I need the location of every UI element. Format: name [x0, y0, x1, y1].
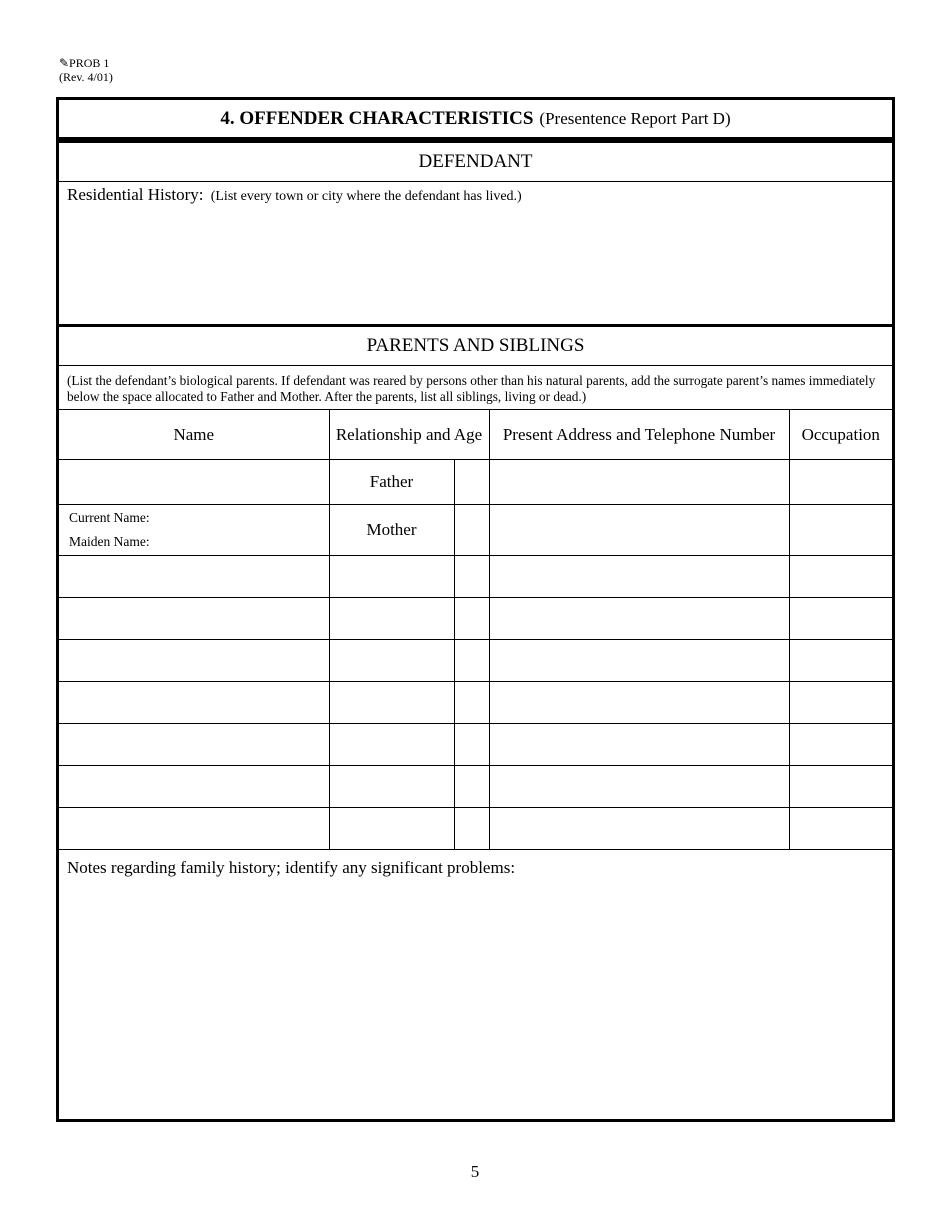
section-title [59, 100, 892, 143]
sibling-occupation-cell[interactable] [789, 682, 892, 724]
sibling-address-cell[interactable] [489, 808, 789, 850]
father-relationship-label: Father [329, 460, 454, 505]
section-title-text: OFFENDER CHARACTERISTICS [239, 107, 534, 129]
mother-name-cell[interactable] [59, 505, 329, 556]
table-header-row [59, 410, 892, 460]
sibling-relationship-cell[interactable] [329, 766, 454, 808]
sibling-age-cell[interactable] [454, 598, 489, 640]
residential-history-field[interactable] [59, 182, 892, 327]
sibling-name-cell[interactable] [59, 682, 329, 724]
mother-relationship-label: Mother [329, 505, 454, 556]
column-header-address-phone: Present Address and Telephone Number [489, 410, 789, 460]
sibling-occupation-cell[interactable] [789, 556, 892, 598]
sibling-row [59, 640, 892, 682]
family-history-notes-field[interactable] [59, 857, 892, 1119]
sibling-address-cell[interactable] [489, 682, 789, 724]
sibling-row [59, 598, 892, 640]
father-address-cell[interactable] [489, 460, 789, 505]
sibling-occupation-cell[interactable] [789, 640, 892, 682]
sibling-name-cell[interactable] [59, 640, 329, 682]
column-header-relationship-age: Relationship and Age [329, 410, 489, 460]
mother-row [59, 505, 892, 556]
sibling-relationship-cell[interactable] [329, 598, 454, 640]
sibling-age-cell[interactable] [454, 682, 489, 724]
mother-age-cell[interactable] [454, 505, 489, 556]
sibling-relationship-cell[interactable] [329, 808, 454, 850]
defendant-heading: DEFENDANT [59, 143, 892, 182]
sibling-row [59, 766, 892, 808]
section-number: 4. [220, 107, 235, 129]
residential-history-label: Residential History: [67, 185, 204, 204]
sibling-age-cell[interactable] [454, 766, 489, 808]
father-name-cell[interactable] [59, 460, 329, 505]
sibling-name-cell[interactable] [59, 724, 329, 766]
sibling-name-cell[interactable] [59, 808, 329, 850]
sibling-relationship-cell[interactable] [329, 682, 454, 724]
sibling-relationship-cell[interactable] [329, 556, 454, 598]
sibling-name-cell[interactable] [59, 556, 329, 598]
sibling-row [59, 724, 892, 766]
sibling-age-cell[interactable] [454, 640, 489, 682]
sibling-age-cell[interactable] [454, 724, 489, 766]
parents-instructions: (List the defendant’s biological parents. If defendant was reared by persons other than his natural parents, add the surrogate parent’s names immediately below the space allocated to Father and Mother. After the parents, list all siblings, living or dead.) [59, 366, 892, 410]
page-number: 5 [470, 1162, 480, 1181]
sibling-relationship-cell[interactable] [329, 640, 454, 682]
sibling-row [59, 808, 892, 850]
section-title-note: (Presentence Report Part D) [539, 108, 731, 128]
father-occupation-cell[interactable] [789, 460, 892, 505]
form-revision: (Rev. 4/01) [59, 70, 113, 84]
form-identifier [59, 56, 113, 84]
sibling-row [59, 682, 892, 724]
column-header-name: Name [59, 410, 329, 460]
family-history-notes-label: Notes regarding family history; identify any significant problems: [67, 858, 516, 877]
sibling-row [59, 556, 892, 598]
column-header-occupation: Occupation [789, 410, 892, 460]
sibling-occupation-cell[interactable] [789, 724, 892, 766]
form-frame [56, 97, 895, 1122]
sibling-age-cell[interactable] [454, 556, 489, 598]
sibling-occupation-cell[interactable] [789, 598, 892, 640]
sibling-address-cell[interactable] [489, 724, 789, 766]
sibling-address-cell[interactable] [489, 766, 789, 808]
form-number: ✎PROB 1 [59, 56, 110, 70]
current-name-label: Current Name: [69, 510, 150, 525]
sibling-name-cell[interactable] [59, 598, 329, 640]
sibling-occupation-cell[interactable] [789, 766, 892, 808]
sibling-name-cell[interactable] [59, 766, 329, 808]
father-row [59, 460, 892, 505]
sibling-occupation-cell[interactable] [789, 808, 892, 850]
sibling-relationship-cell[interactable] [329, 724, 454, 766]
maiden-name-label: Maiden Name: [69, 534, 150, 549]
sibling-address-cell[interactable] [489, 556, 789, 598]
sibling-address-cell[interactable] [489, 598, 789, 640]
father-age-cell[interactable] [454, 460, 489, 505]
mother-occupation-cell[interactable] [789, 505, 892, 556]
sibling-age-cell[interactable] [454, 808, 489, 850]
sibling-address-cell[interactable] [489, 640, 789, 682]
parents-siblings-heading: PARENTS AND SIBLINGS [59, 327, 892, 366]
residential-history-note: (List every town or city where the defendant has lived.) [210, 189, 522, 204]
mother-address-cell[interactable] [489, 505, 789, 556]
parents-siblings-table [59, 410, 892, 850]
